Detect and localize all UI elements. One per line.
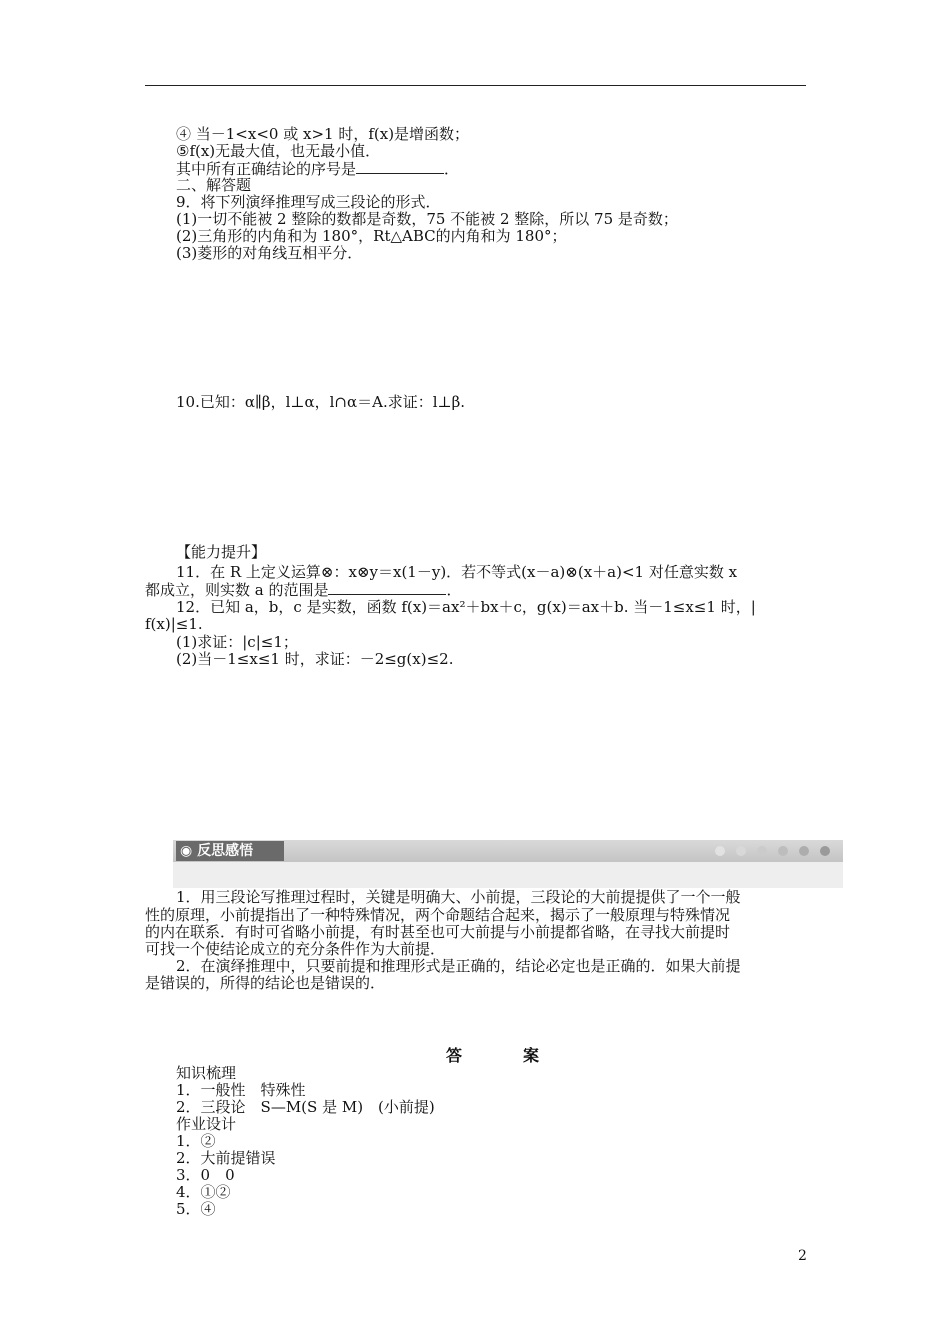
header-rule (145, 85, 806, 86)
decor-dot (799, 846, 809, 856)
answer-line: 1．② (176, 1132, 216, 1150)
section-heading: 【能力提升】 (176, 543, 267, 561)
question-9: 9．将下列演绎推理写成三段论的形式． (176, 193, 441, 211)
banner-label: ◉ 反思感悟 (176, 841, 284, 861)
answer-title-char: 案 (523, 1046, 540, 1065)
answer-blank (356, 159, 444, 174)
question-11: 11．在 R 上定义运算⊗：x⊗y＝x(1－y)．若不等式(x－a)⊗(x＋a)<1 对任意实数 x (176, 563, 738, 581)
decor-dot (715, 846, 725, 856)
answer-line: 2．三段论 S—M(S 是 M) (小前提) (176, 1098, 435, 1116)
text-line: 的内在联系．有时可省略小前提，有时甚至也可大前提与小前提都省略，在寻找大前提时 (145, 923, 731, 941)
text-line: 2．在演绎推理中，只要前提和推理形式是正确的，结论必定也是正确的．如果大前提 (176, 957, 741, 975)
section-heading: 二、解答题 (176, 176, 252, 194)
text-line: 是错误的，所得的结论也是错误的． (145, 974, 386, 992)
decor-dot (736, 846, 746, 856)
text-line: (1)求证：|c|≤1； (176, 633, 298, 651)
answer-blank (328, 580, 446, 595)
text-line: 可找一个使结论成立的充分条件作为大前提． (145, 940, 446, 958)
punctuation: ． (444, 160, 460, 178)
answer-line: 1．一般性 特殊性 (176, 1081, 306, 1099)
answer-line: 4．①② (176, 1183, 231, 1201)
text-line: (1)一切不能被 2 整除的数都是奇数，75 不能被 2 整除，所以 75 是奇数； (176, 210, 678, 228)
question-text: 都成立，则实数 a 的范围是 (145, 581, 329, 599)
text-line: f(x)|≤1. (145, 615, 203, 633)
text-line: (3)菱形的对角线互相平分． (176, 244, 363, 262)
punctuation: ． (446, 581, 462, 599)
answer-title-char: 答 (446, 1046, 463, 1065)
decor-dot (757, 846, 767, 856)
fill-blank-line (145, 580, 462, 599)
answer-line: 2．大前提错误 (176, 1149, 276, 1167)
reflection-banner (173, 840, 843, 888)
decor-dot (778, 846, 788, 856)
text-line: ⑤f(x)无最大值，也无最小值． (176, 142, 381, 160)
decor-dot (820, 846, 830, 856)
question-text: 其中所有正确结论的序号是 (176, 160, 357, 178)
text-line: ④ 当－1<x<0 或 x>1 时，f(x)是增函数； (176, 125, 470, 143)
answer-line: 5．④ (176, 1200, 216, 1218)
text-line: 1．用三段论写推理过程时，关键是明确大、小前提，三段论的大前提提供了一个一般 (176, 888, 741, 906)
answer-line: 知识梳理 (176, 1064, 237, 1082)
page-number: 2 (798, 1248, 807, 1264)
banner-shade (173, 862, 843, 888)
text-line: 性的原理，小前提指出了一种特殊情况，两个命题结合起来，揭示了一般原理与特殊情况 (145, 906, 731, 924)
text-line: (2)三角形的内角和为 180°，Rt△ABC的内角和为 180°； (176, 227, 567, 245)
question-10: 10.已知：α∥β，l⊥α，l∩α＝A.求证：l⊥β. (176, 393, 466, 411)
answer-line: 作业设计 (176, 1115, 237, 1133)
answer-line: 3．0 0 (176, 1166, 235, 1184)
text-line: (2)当－1≤x≤1 时，求证：－2≤g(x)≤2. (176, 650, 454, 668)
question-12: 12．已知 a，b，c 是实数，函数 f(x)＝ax²＋bx＋c，g(x)＝ax＋b. 当－1≤x≤1 时，| (176, 598, 756, 616)
